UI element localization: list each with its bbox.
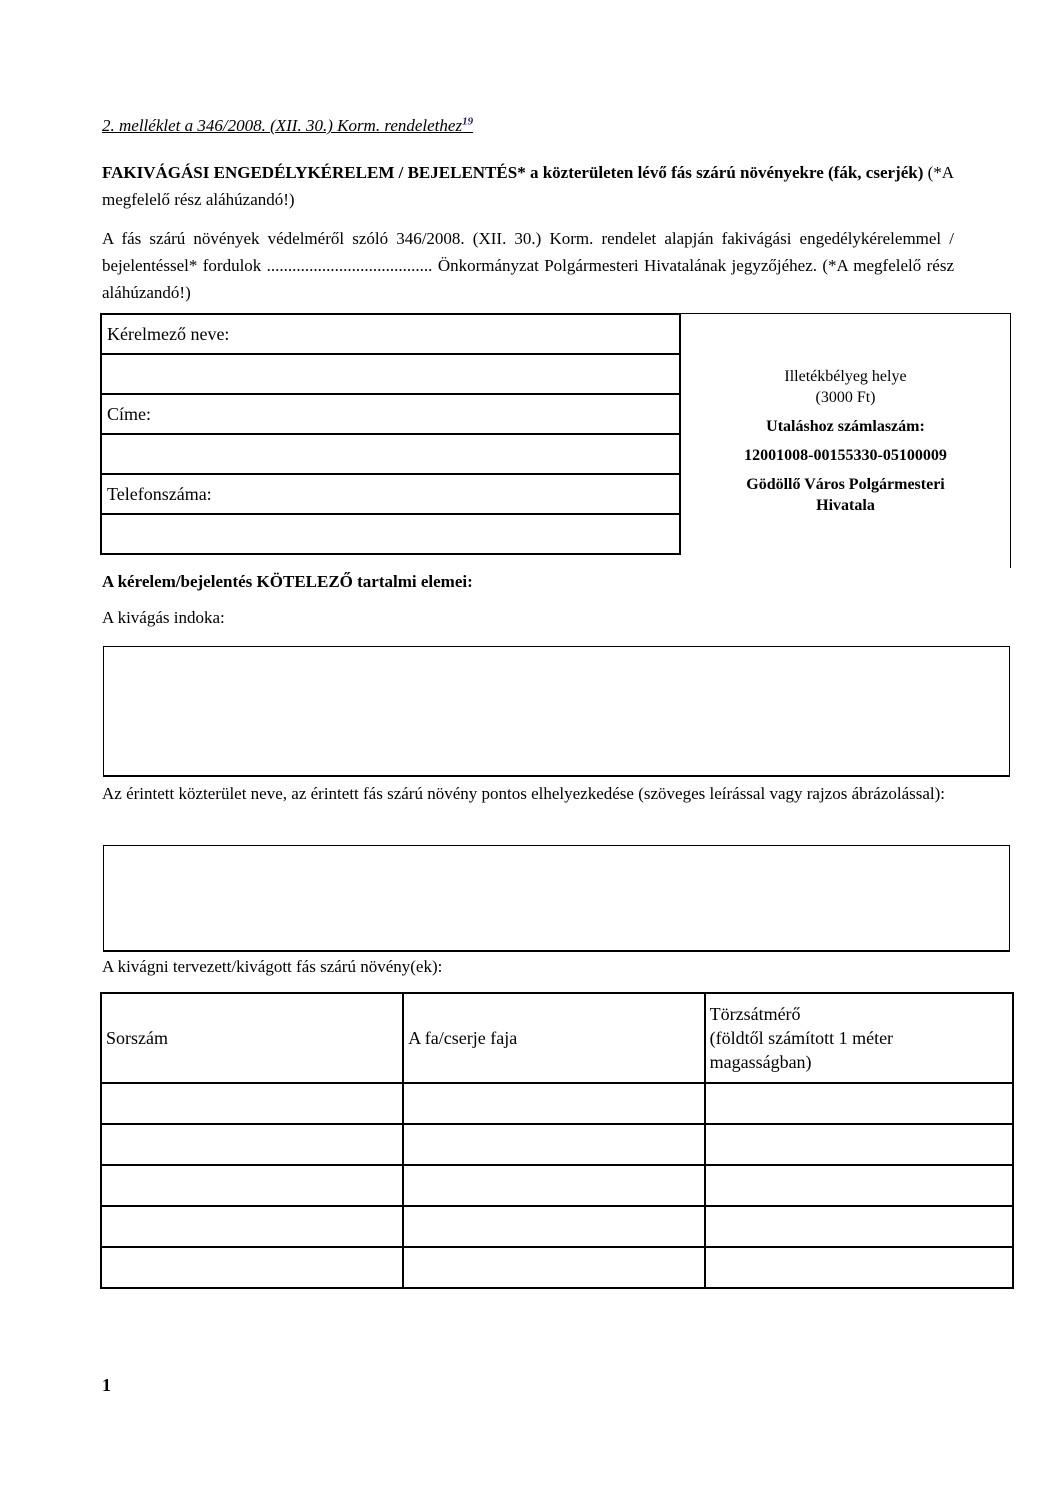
diameter-cell[interactable] — [705, 1247, 1013, 1288]
applicant-name-label: Kérelmező neve: — [101, 314, 680, 354]
serial-cell[interactable] — [101, 1083, 403, 1124]
account-number: 12001008-00155330-05100009 — [744, 447, 947, 464]
serial-cell[interactable] — [101, 1206, 403, 1247]
species-cell[interactable] — [403, 1165, 704, 1206]
reason-label: A kivágás indoka: — [102, 608, 225, 627]
form-title — [102, 159, 962, 213]
serial-cell[interactable] — [101, 1247, 403, 1288]
reason-field[interactable] — [103, 646, 1010, 777]
species-cell[interactable] — [403, 1247, 704, 1288]
species-cell[interactable] — [403, 1206, 704, 1247]
species-cell[interactable] — [403, 1083, 704, 1124]
mandatory-heading: A kérelem/bejelentés KÖTELEZŐ tartalmi elemei: — [102, 572, 473, 591]
location-label: Az érintett közterület neve, az érintett fás szárú növény pontos elhelyezkedése (szöveges leírással vagy rajzos ábrázolással): — [102, 784, 946, 803]
header-diameter-line2: (földtől számított 1 méter — [709, 1028, 894, 1048]
form-title-note: (*A megfelelő rész aláhúzandó!) — [102, 163, 954, 209]
location-field[interactable] — [103, 845, 1010, 952]
plants-header-row — [101, 993, 1013, 1083]
header-diameter-line1: Törzsátmérő — [709, 1004, 801, 1024]
beneficiary-line1: Gödöllő Város Polgármesteri — [746, 476, 945, 493]
diameter-cell[interactable] — [705, 1165, 1013, 1206]
applicant-table — [100, 313, 681, 555]
serial-cell[interactable] — [101, 1124, 403, 1165]
applicant-name-field[interactable] — [101, 354, 680, 394]
table-row — [101, 1124, 1013, 1165]
stamp-fee: (3000 Ft) — [815, 389, 876, 406]
diameter-cell[interactable] — [705, 1083, 1013, 1124]
table-row — [101, 1083, 1013, 1124]
beneficiary-line2: Hivatala — [816, 497, 875, 514]
applicant-address-field[interactable] — [101, 434, 680, 474]
applicant-phone-field[interactable] — [101, 514, 680, 554]
plants-table — [100, 992, 1014, 1289]
table-row — [101, 1247, 1013, 1288]
header-serial: Sorszám — [101, 993, 403, 1083]
annex-text: 2. melléklet a 346/2008. (XII. 30.) Korm. rendelethez — [102, 116, 463, 135]
header-diameter-line3: magasságban) — [709, 1052, 812, 1072]
form-title-bold: FAKIVÁGÁSI ENGEDÉLYKÉRELEM / BEJELENTÉS* a közterületen lévő fás szárú növényekre (fák, cserjék) — [102, 163, 924, 182]
intro-paragraph: A fás szárú növények védelméről szóló 346/2008. (XII. 30.) Korm. rendelet alapján fakivágási engedélykérelemmel / bejelentéssel* fordulok ....................................... Önkormányzat Polgármesteri Hivatalának jegyzőjéhez. (*A megfelelő rész aláhúzandó!) — [102, 229, 954, 302]
table-row — [101, 1165, 1013, 1206]
applicant-address-label: Címe: — [101, 394, 680, 434]
applicant-phone-label: Telefonszáma: — [101, 474, 680, 514]
stamp-place-label: Illetékbélyeg helye — [784, 368, 907, 385]
transfer-label: Utaláshoz számlaszám: — [766, 418, 925, 435]
annex-reference — [102, 116, 473, 136]
plants-label: A kivágni tervezett/kivágott fás szárú növény(ek): — [102, 957, 443, 976]
diameter-cell[interactable] — [705, 1206, 1013, 1247]
header-species: A fa/cserje faja — [403, 993, 704, 1083]
species-cell[interactable] — [403, 1124, 704, 1165]
diameter-cell[interactable] — [705, 1124, 1013, 1165]
footnote-link[interactable]: 19 — [462, 115, 474, 128]
header-diameter — [705, 993, 1013, 1083]
stamp-box — [681, 313, 1011, 568]
serial-cell[interactable] — [101, 1165, 403, 1206]
table-row — [101, 1206, 1013, 1247]
page-number: 1 — [102, 1375, 111, 1395]
